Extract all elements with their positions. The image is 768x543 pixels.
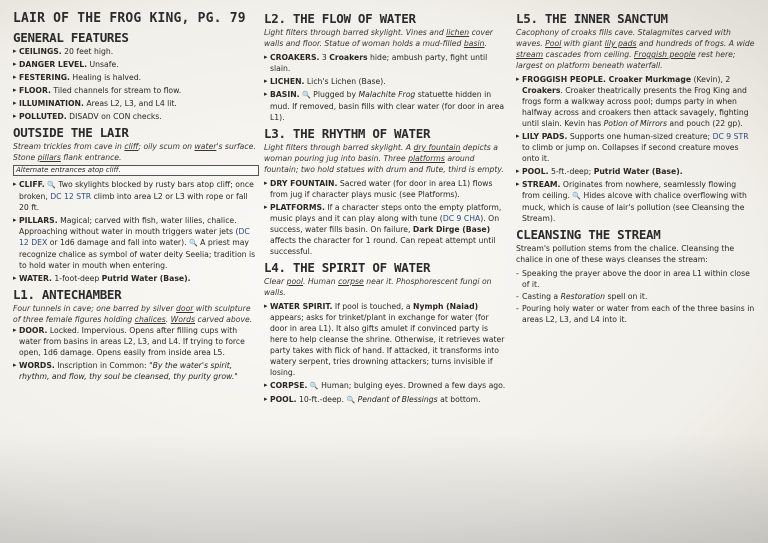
spirit-of-water-description: Clear pool. Human corpse near it. Phosphorescent fungi on walls. [264,277,492,297]
general-feature-item: ▸ DANGER LEVEL. Unsafe. [13,59,259,70]
corpse-entry: ▸ CORPSE. 🔍 Human; bulging eyes. Drowned a few days ago. [264,380,507,392]
basin-entry: ▸ BASIN. 🔍 Plugged by Malachite Frog statuette hidden in mud. If removed, basin fills with clear water (for door in area L1). [264,89,507,123]
cleansing-option-3: - Pouring holy water or water from each of the three basins in areas L2, L3, and L4 into it. [516,303,756,325]
cleansing-stream-heading: CLEANSING THE STREAM [516,227,661,242]
pillars-entry: ▸ PILLARS. Magical; carved with fish, water lilies, chalice. Approaching without water in mouth triggers water jets (DC 12 DEX or 1d6 damage and fall into water). 🔍 A priest may recognize chalice as symbol of water deity Seelia; tradition is to hold water in mouth when entering. [13,215,259,271]
magnifier-icon: 🔍 [188,239,198,247]
magnifier-icon: 🔍 [47,181,56,189]
cleansing-option-1: - Speaking the prayer above the door in area L1 within close of it. [516,268,756,290]
inner-sanctum-description: Cacophony of croaks fills cave. Stalagmites carved with waves. Pool with giant lily pads and hundreds of frogs. A wide stream cascades from ceiling. Froggish people rest here; largest on platform beneath waterfall. [516,28,755,70]
door-entry: ▸ DOOR. Locked. Impervious. Opens after filling cups with water from basins in areas L2, L3, and L4. If trying to force open, 1d6 damage. Opens easily from inside area L5. [13,325,259,358]
cliff-entry: ▸ CLIFF. 🔍 Two skylights blocked by rusty bars atop cliff; once broken, DC 12 STR climb into area L2 or L3 with rope or fall 20 ft. [13,179,259,213]
lichen-entry: ▸ LICHEN. Lich's Lichen (Base). [264,76,507,87]
croakers-entry: ▸ CROAKERS. 3 Croakers hide; ambush party, fight until slain. [264,52,507,74]
antechamber-heading: L1. ANTECHAMBER [13,287,122,302]
magnifier-icon: 🔍 [302,91,311,99]
pool-entry-l5: ▸ POOL. 5-ft.-deep; Putrid Water (Base). [516,166,756,177]
column-2 [264,11,507,408]
general-feature-item: ▸ POLLUTED. DISADV on CON checks. [13,111,259,122]
general-feature-item: ▸ ILLUMINATION. Areas L2, L3, and L4 lit. [13,98,259,109]
magnifier-icon: 🔍 [572,192,582,200]
magnifier-icon: 🔍 [346,396,356,404]
general-feature-item: ▸ CEILINGS. 20 feet high. [13,46,259,57]
general-feature-item: ▸ FLOOR. Tiled channels for stream to flow. [13,85,259,96]
magnifier-icon: 🔍 [309,382,319,390]
words-entry: ▸ WORDS. Inscription in Common: "By the water's spirit, rhythm, and flow, thy soul be cleansed, thy purity grow." [13,360,259,382]
column-1 [13,11,259,384]
antechamber-description: Four tunnels in cave; one barred by silver door with sculpture of three female figures holding chalices. Words carved above. [13,304,253,324]
platforms-entry: ▸ PLATFORMS. If a character steps onto the empty platform, music plays and it can play along with tune (DC 9 CHA). On success, water fills basin. On failure, Dark Dirge (Base) affects the character for 1 round. Can repeat attempt until successful. [264,202,507,257]
general-features-heading: GENERAL FEATURES [13,30,129,45]
lily-pads-entry: ▸ LILY PADS. Supports one human-sized creature; DC 9 STR to climb or jump on. Collapses if second creature moves onto it. [516,131,756,164]
pool-entry-l4: ▸ POOL. 10-ft.-deep. 🔍 Pendant of Blessings at bottom. [264,394,507,406]
dry-fountain-entry: ▸ DRY FOUNTAIN. Sacred water (for door in area L1) flows from jug if character plays music (see Platforms). [264,178,507,200]
inner-sanctum-heading: L5. THE INNER SANCTUM [516,11,668,26]
water-spirit-entry: ▸ WATER SPIRIT. If pool is touched, a Nymph (Naiad) appears; asks for trinket/plant in exchange for water (for door in area L1). It also gifts amulet if convinced party is here to help cleanse the shrine. Otherwise, it retrieves water party takes with flick of hand. If attacked, it transforms into watery serpent, tries drowning attackers; turns invisible if losing. [264,301,507,378]
alternate-entrances-box: Alternate entrances atop cliff. [13,165,259,176]
column-3 [516,11,756,326]
general-features-list [13,46,259,122]
outside-lair-heading: OUTSIDE THE LAIR [13,125,129,140]
rhythm-of-water-description: Light filters through barred skylight. A dry fountain depicts a woman pouring jug into basin. Three platforms around fountain; two hold statues with drum and flute, third is empty. [264,143,504,174]
flow-of-water-heading: L2. THE FLOW OF WATER [264,11,416,26]
spirit-of-water-heading: L4. THE SPIRIT OF WATER [264,260,431,275]
froggish-people-entry: ▸ FROGGISH PEOPLE. Croaker Murkmage (Kevin), 2 Croakers. Croaker theatrically presents the Frog King and frogs form a walkway across pool; dumps party in when halfway across and croakers then attack savagely, fighting until slain. Kevin has Potion of Mirrors and pouch (22 gp). [516,74,756,129]
water-entry: ▸ WATER. 1-foot-deep Putrid Water (Base). [13,273,259,284]
cleansing-description: Stream's pollution stems from the chalice. Cleansing the chalice in one of these ways cleanses the stream: [516,244,735,264]
general-feature-item: ▸ FESTERING. Healing is halved. [13,72,259,83]
flow-of-water-description: Light filters through barred skylight. Vines and lichen cover walls and floor. Statue of woman holds a mud-filled basin. [264,28,493,48]
outside-lair-description: Stream trickles from cave in cliff; oily scum on water's surface. Stone pillars flank entrance. [13,142,256,162]
stream-entry: ▸ STREAM. Originates from nowhere, seamlessly flowing from ceiling. 🔍 Hides alcove with chalice overflowing with muck, which is cause of lair's pollution (see Cleansing the Stream). [516,179,756,224]
rhythm-of-water-heading: L3. THE RHYTHM OF WATER [264,126,431,141]
cleansing-option-2: - Casting a Restoration spell on it. [516,291,756,302]
page-title: LAIR OF THE FROG KING, PG. 79 [13,11,246,26]
